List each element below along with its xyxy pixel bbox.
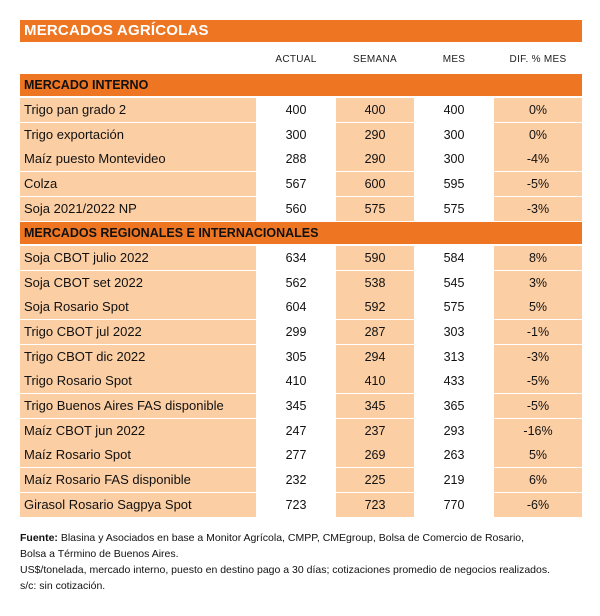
table-row xyxy=(20,295,582,319)
cell-mes: 584 xyxy=(415,246,493,270)
table-title: MERCADOS AGRÍCOLAS xyxy=(20,20,582,42)
cell-dif: -16% xyxy=(494,419,582,443)
row-label: Trigo CBOT dic 2022 xyxy=(20,345,256,369)
cell-actual: 560 xyxy=(257,197,335,221)
cell-dif: 5% xyxy=(494,443,582,467)
cell-dif: -3% xyxy=(494,197,582,221)
footer-note-sc: s/c: sin cotización. xyxy=(20,580,106,592)
cell-mes: 219 xyxy=(415,468,493,492)
footer-notes xyxy=(20,530,585,594)
row-label: Soja CBOT set 2022 xyxy=(20,271,256,295)
cell-semana: 225 xyxy=(336,468,414,492)
table-row xyxy=(20,147,582,171)
table-row xyxy=(20,320,582,344)
cell-dif: 5% xyxy=(494,295,582,319)
cell-dif: 0% xyxy=(494,98,582,122)
section-header: MERCADO INTERNO xyxy=(20,74,582,96)
cell-dif: -6% xyxy=(494,493,582,517)
row-label: Trigo Rosario Spot xyxy=(20,369,256,393)
row-label: Trigo exportación xyxy=(20,123,256,147)
cell-semana: 590 xyxy=(336,246,414,270)
table-row xyxy=(20,419,582,443)
cell-actual: 634 xyxy=(257,246,335,270)
row-label: Maíz Rosario FAS disponible xyxy=(20,468,256,492)
table-row xyxy=(20,246,582,270)
cell-dif: -3% xyxy=(494,345,582,369)
cell-semana: 575 xyxy=(336,197,414,221)
table-row xyxy=(20,197,582,221)
cell-semana: 294 xyxy=(336,345,414,369)
cell-actual: 299 xyxy=(257,320,335,344)
table-row xyxy=(20,98,582,122)
cell-mes: 770 xyxy=(415,493,493,517)
table-row xyxy=(20,369,582,393)
cell-semana: 600 xyxy=(336,172,414,196)
cell-semana: 237 xyxy=(336,419,414,443)
cell-mes: 313 xyxy=(415,345,493,369)
row-label: Trigo pan grado 2 xyxy=(20,98,256,122)
cell-dif: -1% xyxy=(494,320,582,344)
table-row xyxy=(20,271,582,295)
cell-mes: 545 xyxy=(415,271,493,295)
row-label: Girasol Rosario Sagpya Spot xyxy=(20,493,256,517)
cell-mes: 575 xyxy=(415,197,493,221)
cell-semana: 290 xyxy=(336,147,414,171)
table-row xyxy=(20,394,582,418)
cell-actual: 400 xyxy=(257,98,335,122)
column-headers xyxy=(20,50,582,72)
cell-mes: 303 xyxy=(415,320,493,344)
row-label: Soja CBOT julio 2022 xyxy=(20,246,256,270)
cell-mes: 575 xyxy=(415,295,493,319)
row-label: Maíz puesto Montevideo xyxy=(20,147,256,171)
cell-actual: 604 xyxy=(257,295,335,319)
cell-actual: 723 xyxy=(257,493,335,517)
column-header-actual: ACTUAL xyxy=(275,54,317,65)
cell-semana: 287 xyxy=(336,320,414,344)
cell-mes: 433 xyxy=(415,369,493,393)
cell-semana: 723 xyxy=(336,493,414,517)
cell-semana: 345 xyxy=(336,394,414,418)
row-label: Trigo CBOT jul 2022 xyxy=(20,320,256,344)
table-row xyxy=(20,468,582,492)
footer-source-label: Fuente: xyxy=(20,532,58,544)
cell-mes: 293 xyxy=(415,419,493,443)
cell-actual: 305 xyxy=(257,345,335,369)
cell-semana: 592 xyxy=(336,295,414,319)
cell-mes: 365 xyxy=(415,394,493,418)
cell-actual: 232 xyxy=(257,468,335,492)
cell-semana: 410 xyxy=(336,369,414,393)
cell-mes: 400 xyxy=(415,98,493,122)
cell-actual: 247 xyxy=(257,419,335,443)
cell-dif: 8% xyxy=(494,246,582,270)
cell-mes: 595 xyxy=(415,172,493,196)
table-row xyxy=(20,493,582,517)
row-label: Maíz Rosario Spot xyxy=(20,443,256,467)
row-label: Soja 2021/2022 NP xyxy=(20,197,256,221)
row-label: Trigo Buenos Aires FAS disponible xyxy=(20,394,256,418)
footer-note-units: US$/tonelada, mercado interno, puesto en destino pago a 30 días; cotizaciones promedio de negocios realizados. xyxy=(20,564,551,576)
cell-dif: -5% xyxy=(494,369,582,393)
cell-mes: 300 xyxy=(415,147,493,171)
cell-semana: 538 xyxy=(336,271,414,295)
cell-dif: -4% xyxy=(494,147,582,171)
column-header-mes: MES xyxy=(442,54,466,65)
table-row xyxy=(20,345,582,369)
cell-mes: 300 xyxy=(415,123,493,147)
cell-dif: -5% xyxy=(494,172,582,196)
cell-actual: 567 xyxy=(257,172,335,196)
cell-actual: 300 xyxy=(257,123,335,147)
cell-actual: 288 xyxy=(257,147,335,171)
cell-dif: 3% xyxy=(494,271,582,295)
column-header-dif: DIF. % MES xyxy=(509,54,567,65)
cell-mes: 263 xyxy=(415,443,493,467)
footer-source xyxy=(20,530,585,546)
cell-dif: 0% xyxy=(494,123,582,147)
table-row xyxy=(20,123,582,147)
cell-actual: 277 xyxy=(257,443,335,467)
cell-semana: 290 xyxy=(336,123,414,147)
table-row xyxy=(20,443,582,467)
row-label: Maíz CBOT jun 2022 xyxy=(20,419,256,443)
row-label: Colza xyxy=(20,172,256,196)
cell-dif: -5% xyxy=(494,394,582,418)
column-header-semana: SEMANA xyxy=(352,54,398,65)
section-header: MERCADOS REGIONALES E INTERNACIONALES xyxy=(20,222,582,244)
table-row xyxy=(20,172,582,196)
cell-semana: 269 xyxy=(336,443,414,467)
cell-semana: 400 xyxy=(336,98,414,122)
cell-actual: 562 xyxy=(257,271,335,295)
cell-actual: 410 xyxy=(257,369,335,393)
footer-source-cont: Bolsa a Término de Buenos Aires. xyxy=(20,548,179,560)
footer-source-text: Blasina y Asociados en base a Monitor Agrícola, CMPP, CMEgroup, Bolsa de Comercio de Rosario, xyxy=(57,532,525,544)
cell-actual: 345 xyxy=(257,394,335,418)
row-label: Soja Rosario Spot xyxy=(20,295,256,319)
cell-dif: 6% xyxy=(494,468,582,492)
